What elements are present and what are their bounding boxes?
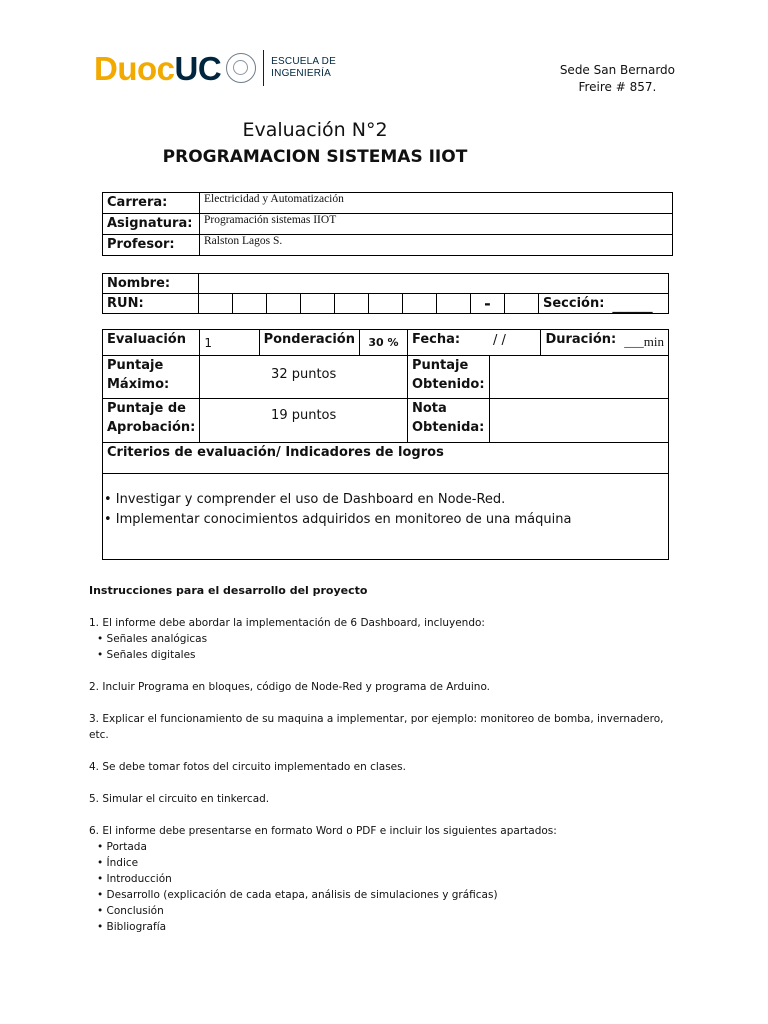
puntaje-aprobacion-label-line1: Puntaje de — [107, 401, 186, 416]
run-digit-box[interactable] — [233, 294, 267, 314]
evaluacion-value: 1 — [200, 330, 259, 356]
list-item: • Señales digitales — [97, 649, 196, 661]
table-row — [103, 443, 669, 474]
duracion-label: Duración: — [541, 330, 620, 356]
instruction-item — [89, 823, 689, 935]
instruction-item: 2. Incluir Programa en bloques, código de Node-Red y programa de Arduino. — [89, 681, 491, 693]
logo-school-line2: INGENIERÍA — [271, 68, 331, 79]
duoc-uc-logo — [94, 46, 336, 90]
nota-obtenida-field[interactable] — [489, 399, 668, 443]
instruction-text: etc. — [89, 729, 109, 741]
run-label: RUN: — [103, 294, 199, 314]
list-item: • Señales analógicas — [97, 633, 208, 645]
info-label: Profesor: — [103, 235, 200, 256]
fecha-value[interactable]: / / — [489, 330, 541, 356]
puntaje-aprobacion-label — [103, 399, 200, 443]
list-item: • Investigar y comprender el uso de Dashboard en Node-Red. — [104, 492, 506, 507]
run-digit-box[interactable] — [267, 294, 301, 314]
nombre-field[interactable] — [199, 274, 669, 294]
document-title-block — [160, 117, 470, 170]
list-item: • Conclusión — [97, 905, 164, 917]
list-item: • Bibliografía — [97, 921, 167, 933]
logo-school-name — [271, 56, 336, 80]
university-seal-icon — [226, 53, 256, 83]
nota-obtenida-label-line1: Nota — [412, 401, 447, 416]
nota-obtenida-label — [408, 399, 490, 443]
puntaje-maximo-label — [103, 356, 200, 399]
run-digit-box[interactable] — [437, 294, 471, 314]
run-digit-box[interactable] — [369, 294, 403, 314]
instructions-section — [89, 583, 689, 951]
student-info-table — [102, 273, 669, 314]
evaluacion-label: Evaluación — [103, 330, 200, 356]
list-item: • Índice — [97, 857, 139, 869]
campus-street: Freire # 857. — [578, 80, 657, 94]
seccion-field[interactable]: _____ — [608, 294, 668, 314]
ponderacion-label: Ponderación — [259, 330, 359, 356]
instruction-text: 6. El informe debe presentarse en formato Word o PDF e incluir los siguientes apartados: — [89, 825, 557, 837]
puntaje-maximo-label-line2: Máximo: — [107, 377, 170, 392]
puntaje-obtenido-field[interactable] — [489, 356, 668, 399]
logo-duoc-text: Duoc — [94, 49, 175, 87]
run-digit-box[interactable] — [199, 294, 233, 314]
table-row — [103, 274, 669, 294]
run-dash: - — [471, 294, 505, 314]
table-row — [103, 294, 669, 314]
table-row — [103, 356, 669, 399]
logo-divider — [263, 50, 264, 86]
logo-uc-text: UC — [174, 49, 222, 87]
table-row — [103, 235, 673, 256]
campus-address — [560, 62, 675, 96]
duracion-value[interactable]: ___min — [620, 330, 668, 356]
criterios-heading: Criterios de evaluación/ Indicadores de logros — [103, 443, 669, 474]
instruction-item: 4. Se debe tomar fotos del circuito implementado en clases. — [89, 761, 406, 773]
instruction-item: 5. Simular el circuito en tinkercad. — [89, 793, 270, 805]
logo-school-line1: ESCUELA DE — [271, 56, 336, 67]
criterios-cell — [103, 474, 669, 560]
seccion-label: Sección: — [539, 294, 609, 314]
evaluation-table — [102, 329, 669, 560]
puntaje-maximo-value: 32 puntos — [200, 356, 408, 399]
list-item: • Implementar conocimientos adquiridos en monitoreo de una máquina — [104, 512, 572, 527]
instruction-text: 1. El informe debe abordar la implementación de 6 Dashboard, incluyendo: — [89, 617, 485, 629]
info-value: Ralston Lagos S. — [200, 235, 673, 256]
instruction-item — [89, 711, 689, 743]
run-digit-box[interactable] — [301, 294, 335, 314]
list-item: • Introducción — [97, 873, 172, 885]
list-item: • Portada — [97, 841, 147, 853]
instruction-text: 3. Explicar el funcionamiento de su maquina a implementar, por ejemplo: monitoreo de bomba, invernadero, — [89, 713, 664, 725]
puntaje-obtenido-label-line2: Obtenido: — [412, 377, 485, 392]
fecha-label: Fecha: — [408, 330, 490, 356]
run-digit-box[interactable] — [335, 294, 369, 314]
list-item: • Desarrollo (explicación de cada etapa, análisis de simulaciones y gráficas) — [97, 889, 498, 901]
table-row — [103, 193, 673, 214]
puntaje-maximo-label-line1: Puntaje — [107, 358, 164, 373]
info-label: Asignatura: — [103, 214, 200, 235]
table-row — [103, 474, 669, 560]
puntaje-obtenido-label-line1: Puntaje — [412, 358, 469, 373]
table-row — [103, 330, 669, 356]
run-check-digit-box[interactable] — [505, 294, 539, 314]
nota-obtenida-label-line2: Obtenida: — [412, 420, 485, 435]
instruction-item — [89, 615, 689, 663]
puntaje-aprobacion-label-line2: Aprobación: — [107, 420, 196, 435]
info-label: Carrera: — [103, 193, 200, 214]
info-value: Programación sistemas IIOT — [200, 214, 673, 235]
campus-name: Sede San Bernardo — [559, 63, 675, 77]
run-digit-box[interactable] — [403, 294, 437, 314]
nombre-label: Nombre: — [103, 274, 199, 294]
info-value: Electricidad y Automatización — [200, 193, 673, 214]
course-title: PROGRAMACION SISTEMAS IIOT — [162, 147, 468, 167]
page-title: Evaluación N°2 — [242, 119, 388, 141]
puntaje-aprobacion-value: 19 puntos — [200, 399, 408, 443]
table-row — [103, 399, 669, 443]
instructions-heading: Instrucciones para el desarrollo del proyecto — [89, 584, 368, 597]
table-row — [103, 214, 673, 235]
criterios-list — [104, 474, 664, 530]
puntaje-obtenido-label — [408, 356, 490, 399]
course-info-table — [102, 192, 673, 256]
ponderacion-value: 30 % — [359, 330, 407, 356]
